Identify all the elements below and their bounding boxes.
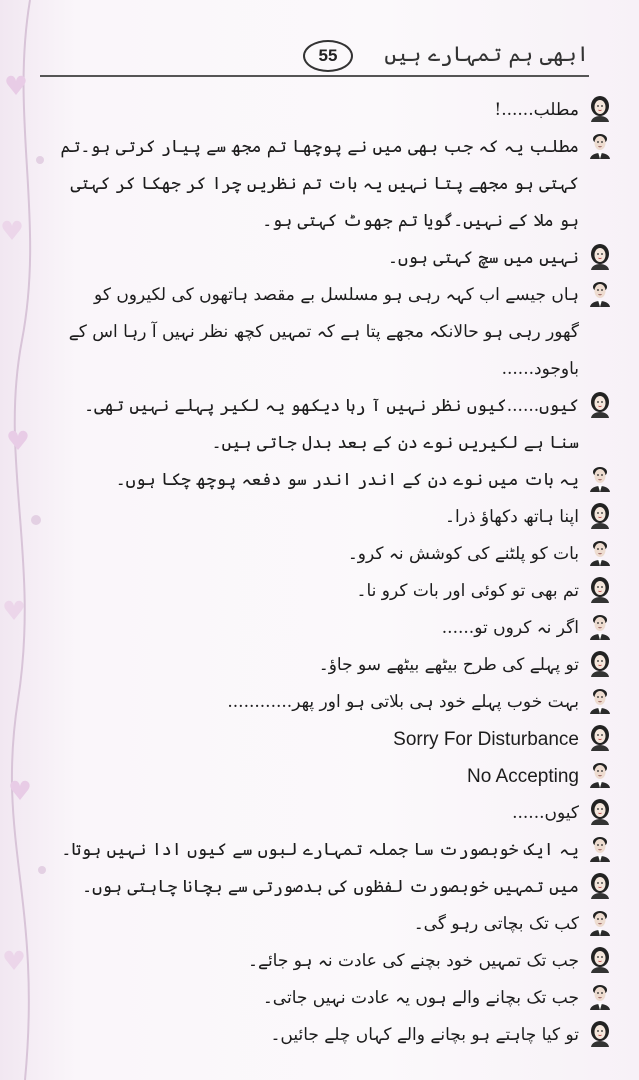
dialogue-text: مطلب یہ کہ جب بھی میں نے پوچھا تم مجھ سے پیار کرتی ہو۔تم کہتی ہو مجھے پتا نہیں یہ بات تم نظریں چرا کر جھکا کر کہتی ہو ملا کے نہیں۔گویا تم جھوٹ کہتی ہو۔ <box>60 137 579 231</box>
dialogue-line <box>60 573 611 610</box>
dialogue-text: یہ ایک خوبصورت سا جملہ تمہارے لبوں سے کیوں ادا نہیں ہوتا۔ <box>61 840 579 860</box>
male-speaker-icon <box>589 836 611 862</box>
dialogue-line <box>60 610 611 647</box>
dialogue-line <box>60 647 611 684</box>
page-header <box>30 40 609 80</box>
female-speaker-icon <box>589 96 611 122</box>
male-speaker-icon <box>589 281 611 307</box>
female-speaker-icon <box>589 651 611 677</box>
female-speaker-icon <box>589 244 611 270</box>
dialogue-line <box>60 129 611 240</box>
dialogue-text: کیوں...... <box>512 803 579 823</box>
book-title: ابھی ہم تمہارے ہیں <box>384 42 589 66</box>
female-speaker-icon <box>589 577 611 603</box>
male-speaker-icon <box>589 688 611 714</box>
male-speaker-icon <box>589 466 611 492</box>
female-speaker-icon <box>589 503 611 529</box>
dialogue-line <box>60 721 611 758</box>
dialogue-text: Sorry For Disturbance <box>393 729 579 750</box>
male-speaker-icon <box>589 984 611 1010</box>
female-speaker-icon <box>589 1021 611 1047</box>
dialogue-text: بہت خوب پہلے خود ہی بلاتی ہو اور پھر............ <box>227 692 579 712</box>
dialogue-line <box>60 277 611 388</box>
dialogue-text: میں تمہیں خوبصورت لفظوں کی بدصورتی سے بچانا چاہتی ہوں۔ <box>82 877 579 897</box>
dialogue-line <box>60 240 611 277</box>
dialogue-text: کب تک بچاتی رہو گی۔ <box>413 914 579 934</box>
female-speaker-icon <box>589 392 611 418</box>
dialogue-text: ہاں جیسے اب کہہ رہی ہو مسلسل بے مقصد ہاتھوں کی لکیروں کو گھور رہی ہو حالانکہ مجھے پتا ہے کہ تمہیں کچھ نظر نہیں آ رہا اس کے باوجود...... <box>68 285 579 379</box>
dialogue-text: نہیں میں سچ کہتی ہوں۔ <box>388 248 579 268</box>
female-speaker-icon <box>589 725 611 751</box>
dialogue-line <box>60 92 611 129</box>
dialogue-line <box>60 499 611 536</box>
dialogue-text: جب تک بچانے والے ہوں یہ عادت نہیں جاتی۔ <box>262 988 579 1008</box>
dialogue-line <box>60 980 611 1017</box>
male-speaker-icon <box>589 540 611 566</box>
dialogue-line <box>60 684 611 721</box>
dialogue-line <box>60 536 611 573</box>
header-rule <box>40 75 589 77</box>
dialogue-line <box>60 795 611 832</box>
male-speaker-icon <box>589 133 611 159</box>
dialogue-text: تو پہلے کی طرح بیٹھے بیٹھے سو جاؤ۔ <box>318 655 579 675</box>
dialogue-text: No Accepting <box>467 766 579 787</box>
dialogue-text: اگر نہ کروں تو...... <box>441 618 579 638</box>
dialogue-list <box>60 92 611 1054</box>
dialogue-line <box>60 943 611 980</box>
female-speaker-icon <box>589 873 611 899</box>
dialogue-line <box>60 832 611 869</box>
page-number: 55 <box>303 40 353 72</box>
dialogue-line <box>60 869 611 906</box>
male-speaker-icon <box>589 614 611 640</box>
dialogue-text: جب تک تمہیں خود بچنے کی عادت نہ ہو جائے۔ <box>248 951 579 971</box>
dialogue-line <box>60 462 611 499</box>
dialogue-text: یہ بات میں نوے دن کے اندر اندر سو دفعہ پوچھ چکا ہوں۔ <box>115 470 579 490</box>
male-speaker-icon <box>589 910 611 936</box>
dialogue-text: مطلب......! <box>494 100 579 120</box>
dialogue-text: تم بھی تو کوئی اور بات کرو نا۔ <box>356 581 579 601</box>
dialogue-text: تو کیا چاہتے ہو بچانے والے کہاں چلے جائیں۔ <box>270 1025 579 1045</box>
dialogue-text: بات کو پلٹنے کی کوشش نہ کرو۔ <box>347 544 579 564</box>
dialogue-line <box>60 1017 611 1054</box>
dialogue-text: کیوں......کیوں نظر نہیں آ رہا دیکھو یہ لکیر پہلے نہیں تھی۔سنا ہے لکیریں نوے دن کے بعد بدل جاتی ہیں۔ <box>84 396 579 453</box>
dialogue-line <box>60 906 611 943</box>
floral-border-decoration <box>0 0 60 1080</box>
dialogue-line <box>60 758 611 795</box>
female-speaker-icon <box>589 947 611 973</box>
male-speaker-icon <box>589 762 611 788</box>
female-speaker-icon <box>589 799 611 825</box>
dialogue-line <box>60 388 611 462</box>
dialogue-text: اپنا ہاتھ دکھاؤ ذرا۔ <box>445 507 579 527</box>
